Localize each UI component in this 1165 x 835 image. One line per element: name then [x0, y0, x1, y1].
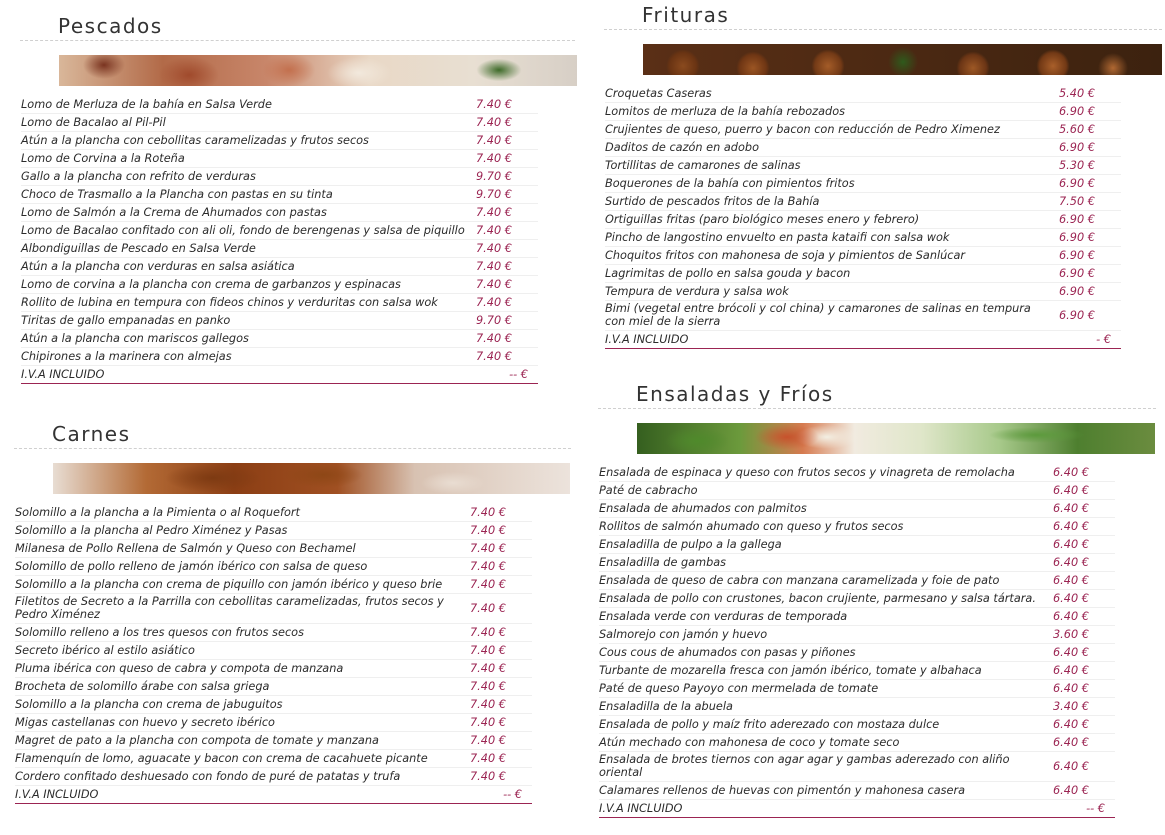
menu-item-price: 6.90 €	[1059, 212, 1095, 226]
menu-item-row	[599, 572, 1115, 590]
section-title-pescados: Pescados	[20, 12, 575, 41]
menu-item-row	[605, 157, 1121, 175]
menu-item-price: 6.90 €	[1059, 140, 1095, 154]
menu-item-name: Atún a la plancha con cebollitas caramelizadas y frutos secos	[21, 133, 369, 147]
section-title-frituras: Frituras	[604, 1, 1162, 30]
menu-item-name: Solomillo de pollo relleno de jamón ibérico con salsa de queso	[15, 559, 368, 573]
banner-image-pescados	[59, 55, 577, 86]
menu-item-name: Ensalada de brotes tiernos con agar agar y gambas aderezado con aliño oriental	[599, 753, 1010, 779]
menu-item-row	[599, 626, 1115, 644]
menu-item-price: 6.40 €	[1053, 681, 1089, 695]
menu-item-row	[21, 150, 538, 168]
menu-item-price: 6.90 €	[1059, 248, 1095, 262]
tax-included-label: I.V.A INCLUIDO	[605, 332, 689, 346]
menu-item-row	[605, 193, 1121, 211]
menu-item-price: 6.40 €	[1053, 609, 1089, 623]
menu-item-row	[15, 750, 532, 768]
banner-image-ensaladas	[637, 423, 1155, 454]
section-title-carnes: Carnes	[14, 420, 571, 449]
menu-item-price: 9.70 €	[476, 313, 512, 327]
menu-item-name: Lagrimitas de pollo en salsa gouda y bacon	[605, 266, 851, 280]
tax-included-label: I.V.A INCLUIDO	[15, 787, 99, 801]
menu-item-price: 7.40 €	[470, 523, 506, 537]
menu-item-name: Choco de Trasmallo a la Plancha con pastas en su tinta	[21, 187, 333, 201]
menu-item-name: Tiritas de gallo empanadas en panko	[21, 313, 231, 327]
menu-item-row	[21, 240, 538, 258]
menu-item-row	[21, 258, 538, 276]
tax-included-row	[605, 331, 1121, 349]
menu-item-name: Ortiguillas fritas (paro biológico meses enero y febrero)	[605, 212, 920, 226]
menu-item-price: 7.40 €	[470, 751, 506, 765]
menu-item-price: 6.40 €	[1053, 663, 1089, 677]
menu-item-name: Daditos de cazón en adobo	[605, 140, 759, 154]
menu-table-carnes	[15, 504, 532, 804]
menu-item-row	[21, 330, 538, 348]
menu-item-row	[15, 714, 532, 732]
menu-item-name: Lomo de Salmón a la Crema de Ahumados con pastas	[21, 205, 327, 219]
menu-item-name: Salmorejo con jamón y huevo	[599, 627, 768, 641]
menu-item-name: Solomillo a la plancha a la Pimienta o al Roquefort	[15, 505, 300, 519]
menu-item-name: Pluma ibérica con queso de cabra y compota de manzana	[15, 661, 344, 675]
menu-item-price: 7.40 €	[476, 259, 512, 273]
menu-item-name: Rollitos de salmón ahumado con queso y frutos secos	[599, 519, 904, 533]
menu-item-price: 7.40 €	[476, 151, 512, 165]
menu-item-price: 7.40 €	[470, 559, 506, 573]
menu-item-name: Atún mechado con mahonesa de coco y tomate seco	[599, 735, 900, 749]
menu-item-name: Solomillo a la plancha con crema de piquillo con jamón ibérico y queso brie	[15, 577, 443, 591]
menu-item-name: Ensalada de pollo y maíz frito aderezado con mostaza dulce	[599, 717, 940, 731]
menu-item-price: 6.40 €	[1053, 465, 1089, 479]
menu-item-row	[15, 732, 532, 750]
menu-item-row	[599, 680, 1115, 698]
tax-included-label: I.V.A INCLUIDO	[21, 367, 105, 381]
menu-item-price: 3.40 €	[1053, 699, 1089, 713]
menu-item-price: 7.40 €	[476, 97, 512, 111]
menu-item-name: Lomo de Bacalao al Pil-Pil	[21, 115, 166, 129]
menu-item-row	[599, 608, 1115, 626]
menu-table-ensaladas	[599, 464, 1115, 818]
menu-item-name: Solomillo a la plancha con crema de jabuguitos	[15, 697, 283, 711]
menu-item-name: Turbante de mozarella fresca con jamón ibérico, tomate y albahaca	[599, 663, 982, 677]
menu-table-pescados	[21, 96, 538, 384]
menu-item-price: 6.40 €	[1053, 483, 1089, 497]
menu-item-name: Surtido de pescados fritos de la Bahía	[605, 194, 820, 208]
menu-item-row	[21, 204, 538, 222]
menu-item-row	[15, 522, 532, 540]
menu-item-price: 7.40 €	[470, 541, 506, 555]
menu-item-price: 6.40 €	[1053, 519, 1089, 533]
menu-item-name: Flamenquín de lomo, aguacate y bacon con crema de cacahuete picante	[15, 751, 428, 765]
menu-item-name: Solomillo relleno a los tres quesos con frutos secos	[15, 625, 304, 639]
menu-item-name: Cous cous de ahumados con pasas y piñones	[599, 645, 856, 659]
menu-item-price: 7.40 €	[470, 577, 506, 591]
menu-item-name: Paté de queso Payoyo con mermelada de tomate	[599, 681, 879, 695]
menu-item-name: Ensaladilla de pulpo a la gallega	[599, 537, 782, 551]
menu-item-price: 6.40 €	[1053, 735, 1089, 749]
menu-item-name: Chipirones a la marinera con almejas	[21, 349, 232, 363]
menu-item-row	[599, 782, 1115, 800]
menu-item-row	[21, 96, 538, 114]
menu-item-price: 7.40 €	[470, 715, 506, 729]
menu-item-name: Ensalada de queso de cabra con manzana caramelizada y foie de pato	[599, 573, 1000, 587]
menu-item-row	[599, 536, 1115, 554]
menu-item-row	[599, 482, 1115, 500]
menu-item-price: 6.90 €	[1059, 266, 1095, 280]
menu-item-price: 7.40 €	[476, 115, 512, 129]
menu-item-row	[605, 283, 1121, 301]
menu-item-row	[605, 211, 1121, 229]
tax-included-price: - €	[1096, 332, 1111, 346]
menu-item-row	[15, 540, 532, 558]
menu-item-name: Gallo a la plancha con refrito de verduras	[21, 169, 256, 183]
menu-item-price: 6.90 €	[1059, 104, 1095, 118]
tax-included-label: I.V.A INCLUIDO	[599, 801, 683, 815]
menu-item-price: 7.50 €	[1059, 194, 1095, 208]
menu-item-name: Lomo de Corvina a la Roteña	[21, 151, 185, 165]
menu-item-price: 7.40 €	[476, 295, 512, 309]
menu-item-price: 7.40 €	[470, 679, 506, 693]
menu-item-name: Ensalada verde con verduras de temporada	[599, 609, 848, 623]
menu-item-row	[599, 698, 1115, 716]
menu-item-row	[599, 464, 1115, 482]
menu-item-price: 7.40 €	[476, 223, 512, 237]
menu-item-name: Brocheta de solomillo árabe con salsa griega	[15, 679, 270, 693]
menu-item-name: Ensaladilla de la abuela	[599, 699, 733, 713]
menu-item-name: Calamares rellenos de huevas con pimentón y mahonesa casera	[599, 783, 966, 797]
menu-item-name: Bimi (vegetal entre brócoli y col china) y camarones de salinas en tempura con miel de la sierra	[605, 302, 1031, 328]
menu-item-name: Choquitos fritos con mahonesa de soja y pimientos de Sanlúcar	[605, 248, 966, 262]
menu-item-price: 9.70 €	[476, 187, 512, 201]
menu-item-row	[599, 590, 1115, 608]
tax-included-row	[15, 786, 532, 804]
banner-image-carnes	[53, 463, 570, 494]
banner-image-frituras	[643, 44, 1162, 75]
menu-item-price: 7.40 €	[470, 661, 506, 675]
menu-item-name: Tortillitas de camarones de salinas	[605, 158, 801, 172]
menu-item-row	[15, 576, 532, 594]
menu-item-row	[599, 752, 1115, 782]
menu-item-price: 6.40 €	[1053, 783, 1089, 797]
menu-item-row	[21, 312, 538, 330]
menu-item-price: 6.40 €	[1053, 759, 1089, 773]
menu-item-row	[599, 716, 1115, 734]
menu-item-row	[605, 139, 1121, 157]
menu-item-row	[605, 265, 1121, 283]
menu-item-row	[21, 186, 538, 204]
menu-item-name: Cordero confitado deshuesado con fondo de puré de patatas y trufa	[15, 769, 401, 783]
menu-item-price: 6.90 €	[1059, 308, 1095, 322]
menu-item-price: 7.40 €	[476, 205, 512, 219]
menu-item-price: 6.40 €	[1053, 573, 1089, 587]
menu-item-row	[21, 114, 538, 132]
menu-item-name: Magret de pato a la plancha con compota de tomate y manzana	[15, 733, 379, 747]
menu-item-name: Lomitos de merluza de la bahía rebozados	[605, 104, 845, 118]
menu-item-name: Solomillo a la plancha al Pedro Ximénez y Pasas	[15, 523, 288, 537]
menu-item-price: 7.40 €	[470, 733, 506, 747]
menu-item-row	[599, 734, 1115, 752]
menu-item-row	[605, 85, 1121, 103]
menu-item-name: Albondiguillas de Pescado en Salsa Verde	[21, 241, 256, 255]
menu-item-row	[605, 175, 1121, 193]
menu-item-row	[15, 678, 532, 696]
menu-item-row	[15, 642, 532, 660]
menu-item-row	[21, 276, 538, 294]
menu-item-price: 6.90 €	[1059, 230, 1095, 244]
menu-item-row	[15, 696, 532, 714]
menu-item-price: 6.40 €	[1053, 717, 1089, 731]
menu-item-row	[15, 624, 532, 642]
menu-item-row	[605, 229, 1121, 247]
menu-item-row	[21, 348, 538, 366]
menu-item-name: Migas castellanas con huevo y secreto ibérico	[15, 715, 275, 729]
section-pescados	[20, 12, 575, 384]
menu-item-name: Ensalada de espinaca y queso con frutos secos y vinagreta de remolacha	[599, 465, 1015, 479]
menu-table-frituras	[605, 85, 1121, 349]
tax-included-price: -- €	[503, 787, 522, 801]
menu-item-name: Atún a la plancha con verduras en salsa asiática	[21, 259, 295, 273]
menu-item-price: 6.40 €	[1053, 537, 1089, 551]
section-frituras	[604, 1, 1162, 349]
menu-item-price: 6.40 €	[1053, 501, 1089, 515]
menu-item-price: 6.90 €	[1059, 176, 1095, 190]
menu-item-price: 3.60 €	[1053, 627, 1089, 641]
menu-item-price: 5.40 €	[1059, 86, 1095, 100]
menu-item-price: 9.70 €	[476, 169, 512, 183]
section-carnes	[14, 420, 571, 804]
menu-item-row	[15, 594, 532, 624]
menu-item-name: Boquerones de la bahía con pimientos fritos	[605, 176, 855, 190]
menu-item-price: 6.90 €	[1059, 284, 1095, 298]
menu-item-price: 7.40 €	[470, 505, 506, 519]
menu-item-row	[605, 301, 1121, 331]
menu-item-name: Lomo de Merluza de la bahía en Salsa Verde	[21, 97, 272, 111]
menu-item-name: Pincho de langostino envuelto en pasta kataifi con salsa wok	[605, 230, 950, 244]
menu-item-name: Croquetas Caseras	[605, 86, 712, 100]
menu-item-row	[599, 662, 1115, 680]
menu-item-name: Lomo de Bacalao confitado con ali oli, fondo de berengenas y salsa de piquillo	[21, 223, 465, 237]
menu-item-row	[21, 132, 538, 150]
menu-item-row	[21, 222, 538, 240]
menu-item-name: Ensaladilla de gambas	[599, 555, 727, 569]
tax-included-row	[599, 800, 1115, 818]
menu-item-row	[599, 500, 1115, 518]
menu-item-name: Ensalada de pollo con crustones, bacon crujiente, parmesano y salsa tártara.	[599, 591, 1036, 605]
menu-item-price: 7.40 €	[470, 601, 506, 615]
menu-item-price: 6.40 €	[1053, 555, 1089, 569]
menu-item-row	[599, 518, 1115, 536]
menu-item-row	[599, 644, 1115, 662]
menu-item-row	[605, 121, 1121, 139]
menu-item-name: Ensalada de ahumados con palmitos	[599, 501, 807, 515]
menu-item-name: Filetitos de Secreto a la Parrilla con cebollitas caramelizadas, frutos secos y Pedro Ximénez	[15, 595, 444, 621]
menu-item-row	[15, 768, 532, 786]
menu-item-price: 6.40 €	[1053, 645, 1089, 659]
menu-item-name: Lomo de corvina a la plancha con crema de garbanzos y espinacas	[21, 277, 401, 291]
menu-item-price: 7.40 €	[470, 697, 506, 711]
menu-item-price: 5.30 €	[1059, 158, 1095, 172]
menu-item-price: 7.40 €	[470, 625, 506, 639]
menu-item-name: Atún a la plancha con mariscos gallegos	[21, 331, 249, 345]
menu-item-name: Crujientes de queso, puerro y bacon con reducción de Pedro Ximenez	[605, 122, 1000, 136]
tax-included-price: -- €	[509, 367, 528, 381]
section-ensaladas	[598, 380, 1156, 818]
menu-item-name: Rollito de lubina en tempura con fideos chinos y verduritas con salsa wok	[21, 295, 438, 309]
menu-item-price: 7.40 €	[476, 331, 512, 345]
menu-item-price: 7.40 €	[476, 133, 512, 147]
menu-item-row	[21, 168, 538, 186]
menu-item-name: Secreto ibérico al estilo asiático	[15, 643, 195, 657]
menu-item-row	[605, 247, 1121, 265]
menu-item-price: 7.40 €	[476, 241, 512, 255]
section-title-ensaladas: Ensaladas y Fríos	[598, 380, 1156, 409]
menu-item-row	[15, 660, 532, 678]
menu-item-price: 7.40 €	[470, 769, 506, 783]
menu-item-name: Tempura de verdura y salsa wok	[605, 284, 789, 298]
menu-item-row	[599, 554, 1115, 572]
menu-item-price: 6.40 €	[1053, 591, 1089, 605]
menu-item-row	[15, 558, 532, 576]
tax-included-price: -- €	[1086, 801, 1105, 815]
menu-item-row	[605, 103, 1121, 121]
menu-item-price: 5.60 €	[1059, 122, 1095, 136]
menu-item-name: Milanesa de Pollo Rellena de Salmón y Queso con Bechamel	[15, 541, 356, 555]
menu-item-name: Paté de cabracho	[599, 483, 698, 497]
menu-item-price: 7.40 €	[470, 643, 506, 657]
menu-item-row	[21, 294, 538, 312]
menu-item-price: 7.40 €	[476, 349, 512, 363]
menu-item-price: 7.40 €	[476, 277, 512, 291]
tax-included-row	[21, 366, 538, 384]
menu-item-row	[15, 504, 532, 522]
